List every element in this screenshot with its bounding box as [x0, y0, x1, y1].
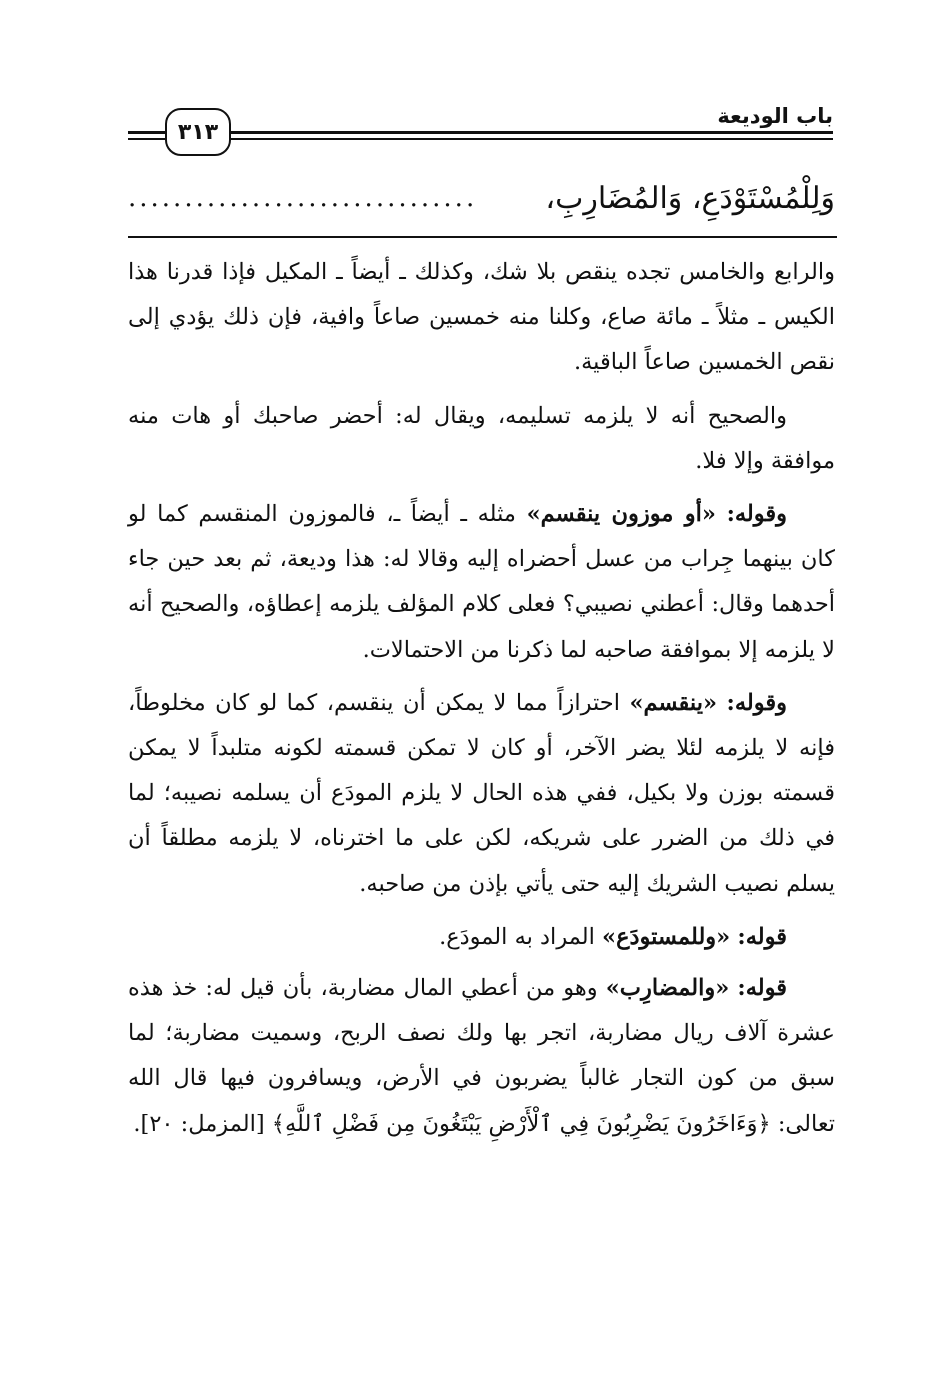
paragraph-text: وهو من أعطي المال مضاربة، بأن قيل له: خذ هذه عشرة آلاف ريال مضاربة، اتجر بها ولك نصف الربح، وسميت مضاربة؛ لما سبق من كون التجار غالباً يضربون في الأرض، ويسافرون فيها قال الله تعالى: ﴿وَءَاخَرُونَ يَضْرِبُونَ فِي ٱلْأَرْضِ يَبْتَغُونَ مِن فَضْلِ ٱللَّهِ﴾ [المزمل: ٢٠].	[128, 975, 835, 1137]
quoted-phrase: «ينقسم»	[629, 689, 718, 716]
running-title: باب الوديعة	[717, 104, 833, 128]
header-rule-top-left	[128, 131, 165, 134]
paragraph-text: مثله ـ أيضاً ـ، فالموزون المنقسم كما لو كان بينهما جِراب من عسل أحضراه إليه وقالا له: هذا وديعة، ثم بعد حين جاء أحدهما وقال: أعطني نصيبي؟ فعلى كلام المؤلف يلزمه إعطاؤه، والصحيح أنه لا يلزمه إلا بموافقة صاحبه لما ذكرنا من الاحتمالات.	[128, 501, 835, 663]
paragraph-text: والصحيح أنه لا يلزمه تسليمه، ويقال له: أحضر صاحبك أو هات منه موافقة وإلا فلا.	[128, 402, 835, 474]
paragraph-label: قوله:	[737, 923, 787, 950]
paragraph-label: قوله:	[737, 975, 787, 1002]
paragraph-label: وقوله:	[726, 501, 788, 528]
quoted-phrase: «والمضارِب»	[605, 975, 730, 1002]
header-rule-bottom-right	[231, 138, 833, 140]
header-rule-top-right	[231, 131, 833, 134]
paragraph	[128, 681, 835, 907]
quoted-phrase: «وللمستودَع»	[602, 923, 731, 950]
paragraph	[128, 915, 835, 960]
paragraph-text: احترازاً مما لا يمكن أن ينقسم، كما لو كان مخلوطاً، فإنه لا يلزمه لئلا يضر الآخر، أو كان لا تمكن قسمته لكونه متلبداً لا يمكن قسمته بوزن ولا بكيل، ففي هذه الحال لا يلزم المودَع أن يسلمه نصيبه؛ لما في ذلك من الضرر على شريكه، لكن على ما اخترناه، لا يلزمه مطلقاً أن يسلم نصيب الشريك إليه حتى يأتي بإذن من صاحبه.	[128, 689, 835, 897]
commentary-body	[128, 250, 835, 1155]
paragraph	[128, 966, 835, 1147]
matn-text: وَلِلْمُسْتَوْدَعِ، وَالمُضَارِبِ،	[545, 180, 835, 216]
matn-line	[128, 170, 835, 226]
quoted-phrase: «أو موزون ينقسم»	[526, 501, 716, 528]
page-number-badge: ٣١٣	[165, 108, 231, 156]
matn-dots: ...............................	[128, 183, 478, 213]
header-rule-bottom-left	[128, 138, 165, 140]
paragraph	[128, 492, 835, 673]
paragraph	[128, 394, 835, 484]
paragraph	[128, 250, 835, 386]
paragraph-text: المراد به المودَع.	[439, 923, 595, 950]
paragraph-text: والرابع والخامس تجده ينقص بلا شك، وكذلك ـ أيضاً ـ المكيل فإذا قدرنا هذا الكيس ـ مثلاً ـ مائة صاع، وكلنا منه خمسين صاعاً وافية، فإن ذلك يؤدي إلى نقص الخمسين صاعاً الباقية.	[128, 259, 835, 376]
commentary-separator	[128, 236, 837, 238]
paragraph-label: وقوله:	[726, 689, 787, 716]
